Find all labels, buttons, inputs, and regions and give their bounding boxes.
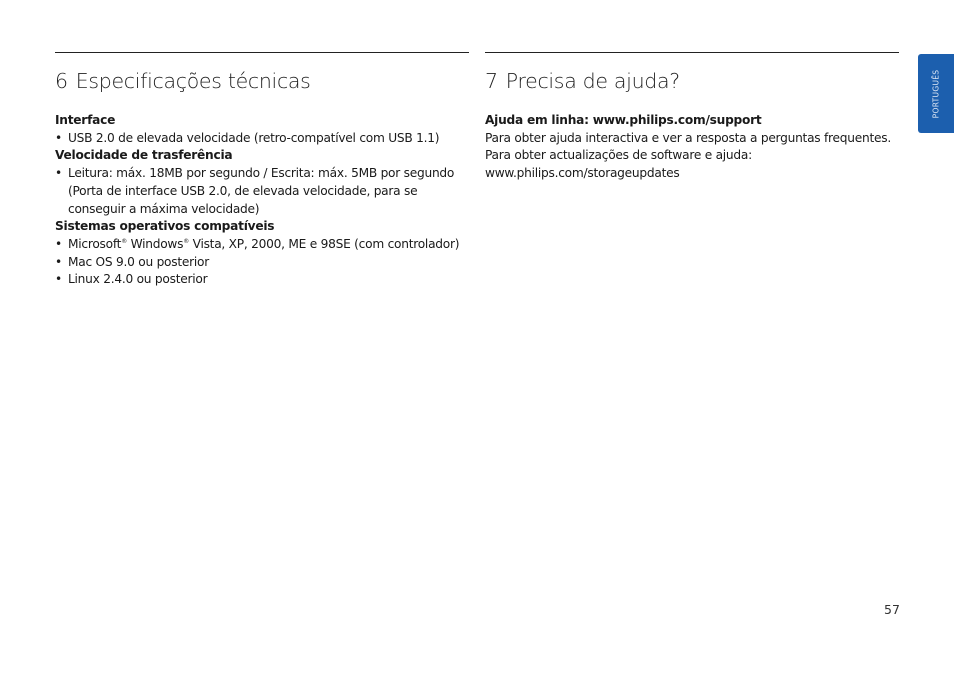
section-help	[485, 52, 899, 183]
help-line: Para obter ajuda interactiva e ver a resposta a perguntas frequentes.	[485, 130, 891, 145]
help-link: www.philips.com/storageupdates	[485, 166, 680, 181]
section-divider	[55, 52, 469, 53]
list-item: • Mac OS 9.0 ou posterior	[55, 254, 469, 272]
language-tab	[918, 54, 954, 133]
list-item: • Microsoft® Windows® Vista, XP, 2000, ME e 98SE (com controlador)	[55, 236, 469, 254]
help-line: Para obter actualizações de software e ajuda:	[485, 148, 752, 163]
section-specifications	[55, 52, 469, 289]
spec-heading-operating-systems: Sistemas operativos compatíveis	[55, 219, 275, 234]
page-number: 57	[884, 602, 900, 617]
section-divider	[485, 52, 899, 53]
help-heading: Ajuda em linha: www.philips.com/support	[485, 113, 762, 127]
spec-list-operating-systems	[55, 236, 469, 289]
specifications-content	[55, 112, 469, 289]
help-content	[485, 112, 899, 183]
list-item: • Linux 2.4.0 ou posterior	[55, 271, 469, 289]
section-title: 6 Especificações técnicas	[55, 69, 311, 93]
list-item: • USB 2.0 de elevada velocidade (retro-compatível com USB 1.1)	[55, 130, 469, 148]
spec-list-transfer-speed	[55, 165, 469, 218]
spec-heading-interface: Interface	[55, 113, 116, 127]
list-item: • Leitura: máx. 18MB por segundo / Escrita: máx. 5MB por segundo (Porta de interface USB 2.0, de elevada velocidade, para se conseguir a máxima velocidade)	[55, 165, 469, 218]
section-title: 7 Precisa de ajuda?	[485, 69, 680, 93]
spec-heading-transfer-speed: Velocidade de trasferência	[55, 148, 233, 163]
language-tab-label: PORTUGUÊS	[931, 69, 941, 118]
spec-list-interface	[55, 130, 469, 148]
